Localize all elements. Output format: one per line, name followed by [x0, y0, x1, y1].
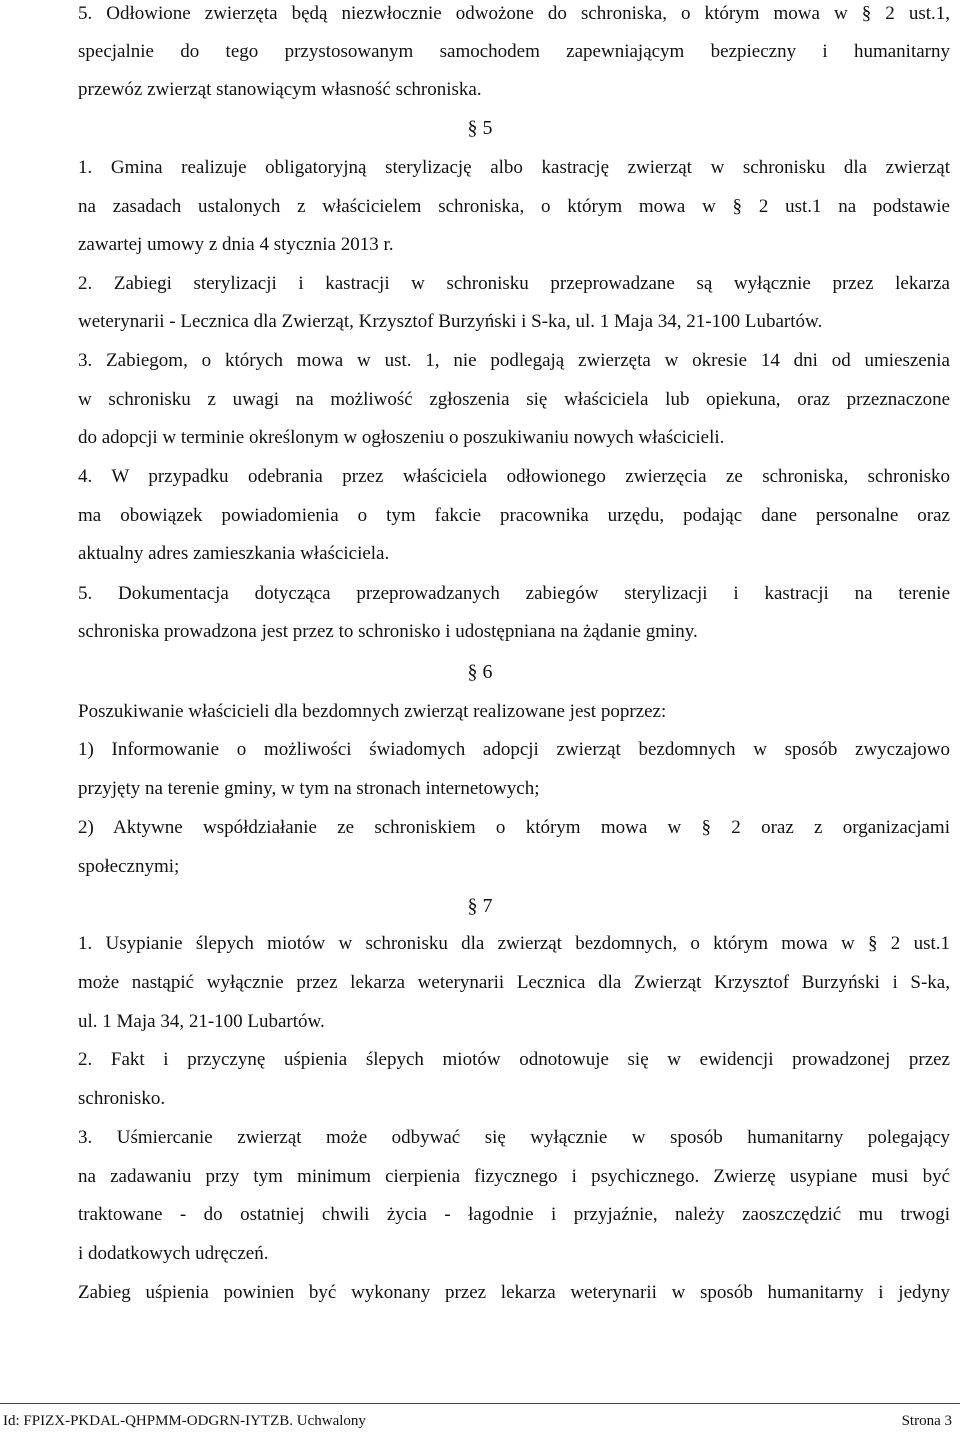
paragraph-line: może nastąpić wyłącznie przez lekarza weterynarii Lecznica dla Zwierząt Krzysztof Burzyński i S-ka, — [78, 972, 950, 993]
paragraph-line: ul. 1 Maja 34, 21-100 Lubartów. — [78, 1011, 325, 1032]
paragraph-line: ma obowiązek powiadomienia o tym fakcie pracownika urzędu, podając dane personalne oraz — [78, 505, 950, 526]
paragraph-line: 1. Gmina realizuje obligatoryjną sterylizację albo kastrację zwierząt w schronisku dla zwierząt — [78, 157, 950, 178]
paragraph-line: w schronisku z uwagi na możliwość zgłoszenia się właściciela lub opiekuna, oraz przeznaczone — [78, 389, 950, 410]
footer-divider — [0, 1403, 960, 1404]
paragraph-line: 2) Aktywne współdziałanie ze schroniskiem o którym mowa w § 2 oraz z organizacjami — [78, 817, 950, 838]
paragraph-line: 3. Uśmiercanie zwierząt może odbywać się wyłącznie w sposób humanitarny polegający — [78, 1127, 950, 1148]
paragraph-line: schronisko. — [78, 1088, 166, 1109]
paragraph-line: 3. Zabiegom, o których mowa w ust. 1, nie podlegają zwierzęta w okresie 14 dni od umieszenia — [78, 350, 950, 371]
paragraph-line: 1) Informowanie o możliwości świadomych adopcji zwierząt bezdomnych w sposób zwyczajowo — [78, 739, 950, 760]
paragraph-line: przewóz zwierząt stanowiącym własność schroniska. — [78, 79, 482, 100]
paragraph-line: 4. W przypadku odebrania przez właściciela odłowionego zwierzęcia ze schroniska, schronisko — [78, 466, 950, 487]
paragraph-line: 1. Usypianie ślepych miotów w schronisku dla zwierząt bezdomnych, o którym mowa w § 2 ust.1 — [78, 933, 950, 954]
section-heading-7: § 7 — [467, 895, 493, 917]
paragraph-line: zawartej umowy z dnia 4 stycznia 2013 r. — [78, 234, 394, 255]
section-heading-5: § 5 — [467, 117, 493, 139]
paragraph-line: 2. Fakt i przyczynę uśpienia ślepych miotów odnotowuje się w ewidencji prowadzonej przez — [78, 1049, 950, 1070]
paragraph-line: i dodatkowych udręczeń. — [78, 1243, 269, 1264]
footer-page-number: Strona 3 — [901, 1413, 952, 1429]
section-heading-6: § 6 — [467, 661, 493, 683]
paragraph-line: Poszukiwanie właścicieli dla bezdomnych zwierząt realizowane jest poprzez: — [78, 701, 667, 722]
paragraph-line: traktowane - do ostatniej chwili życia - łagodnie i przyjaźnie, należy zaoszczędzić mu trwogi — [78, 1204, 950, 1225]
paragraph-line: Zabieg uśpienia powinien być wykonany przez lekarza weterynarii w sposób humanitarny i jedyny — [78, 1282, 950, 1303]
paragraph-line: 5. Odłowione zwierzęta będą niezwłocznie odwożone do schroniska, o którym mowa w § 2 ust.1, — [78, 3, 950, 24]
paragraph-line: schroniska prowadzona jest przez to schronisko i udostępniana na żądanie gminy. — [78, 621, 698, 642]
paragraph-line: na zasadach ustalonych z właścicielem schroniska, o którym mowa w § 2 ust.1 na podstawie — [78, 196, 950, 217]
paragraph-line: społecznymi; — [78, 856, 180, 877]
paragraph-line: aktualny adres zamieszkania właściciela. — [78, 543, 390, 564]
paragraph-line: 5. Dokumentacja dotycząca przeprowadzanych zabiegów sterylizacji i kastracji na terenie — [78, 583, 950, 604]
paragraph-line: przyjęty na terenie gminy, w tym na stronach internetowych; — [78, 778, 540, 799]
footer-document-id: Id: FPIZX-PKDAL-QHPMM-ODGRN-IYTZB. Uchwalony — [3, 1413, 366, 1429]
paragraph-line: specjalnie do tego przystosowanym samochodem zapewniającym bezpieczny i humanitarny — [78, 41, 950, 62]
paragraph-line: weterynarii - Lecznica dla Zwierząt, Krzysztof Burzyński i S-ka, ul. 1 Maja 34, 21-100 Lubartów. — [78, 311, 823, 332]
paragraph-line: na zadawaniu przy tym minimum cierpienia fizycznego i psychicznego. Zwierzę usypiane musi być — [78, 1166, 950, 1187]
paragraph-line: do adopcji w terminie określonym w ogłoszeniu o poszukiwaniu nowych właścicieli. — [78, 427, 725, 448]
paragraph-line: 2. Zabiegi sterylizacji i kastracji w schronisku przeprowadzane są wyłącznie przez lekarza — [78, 273, 950, 294]
